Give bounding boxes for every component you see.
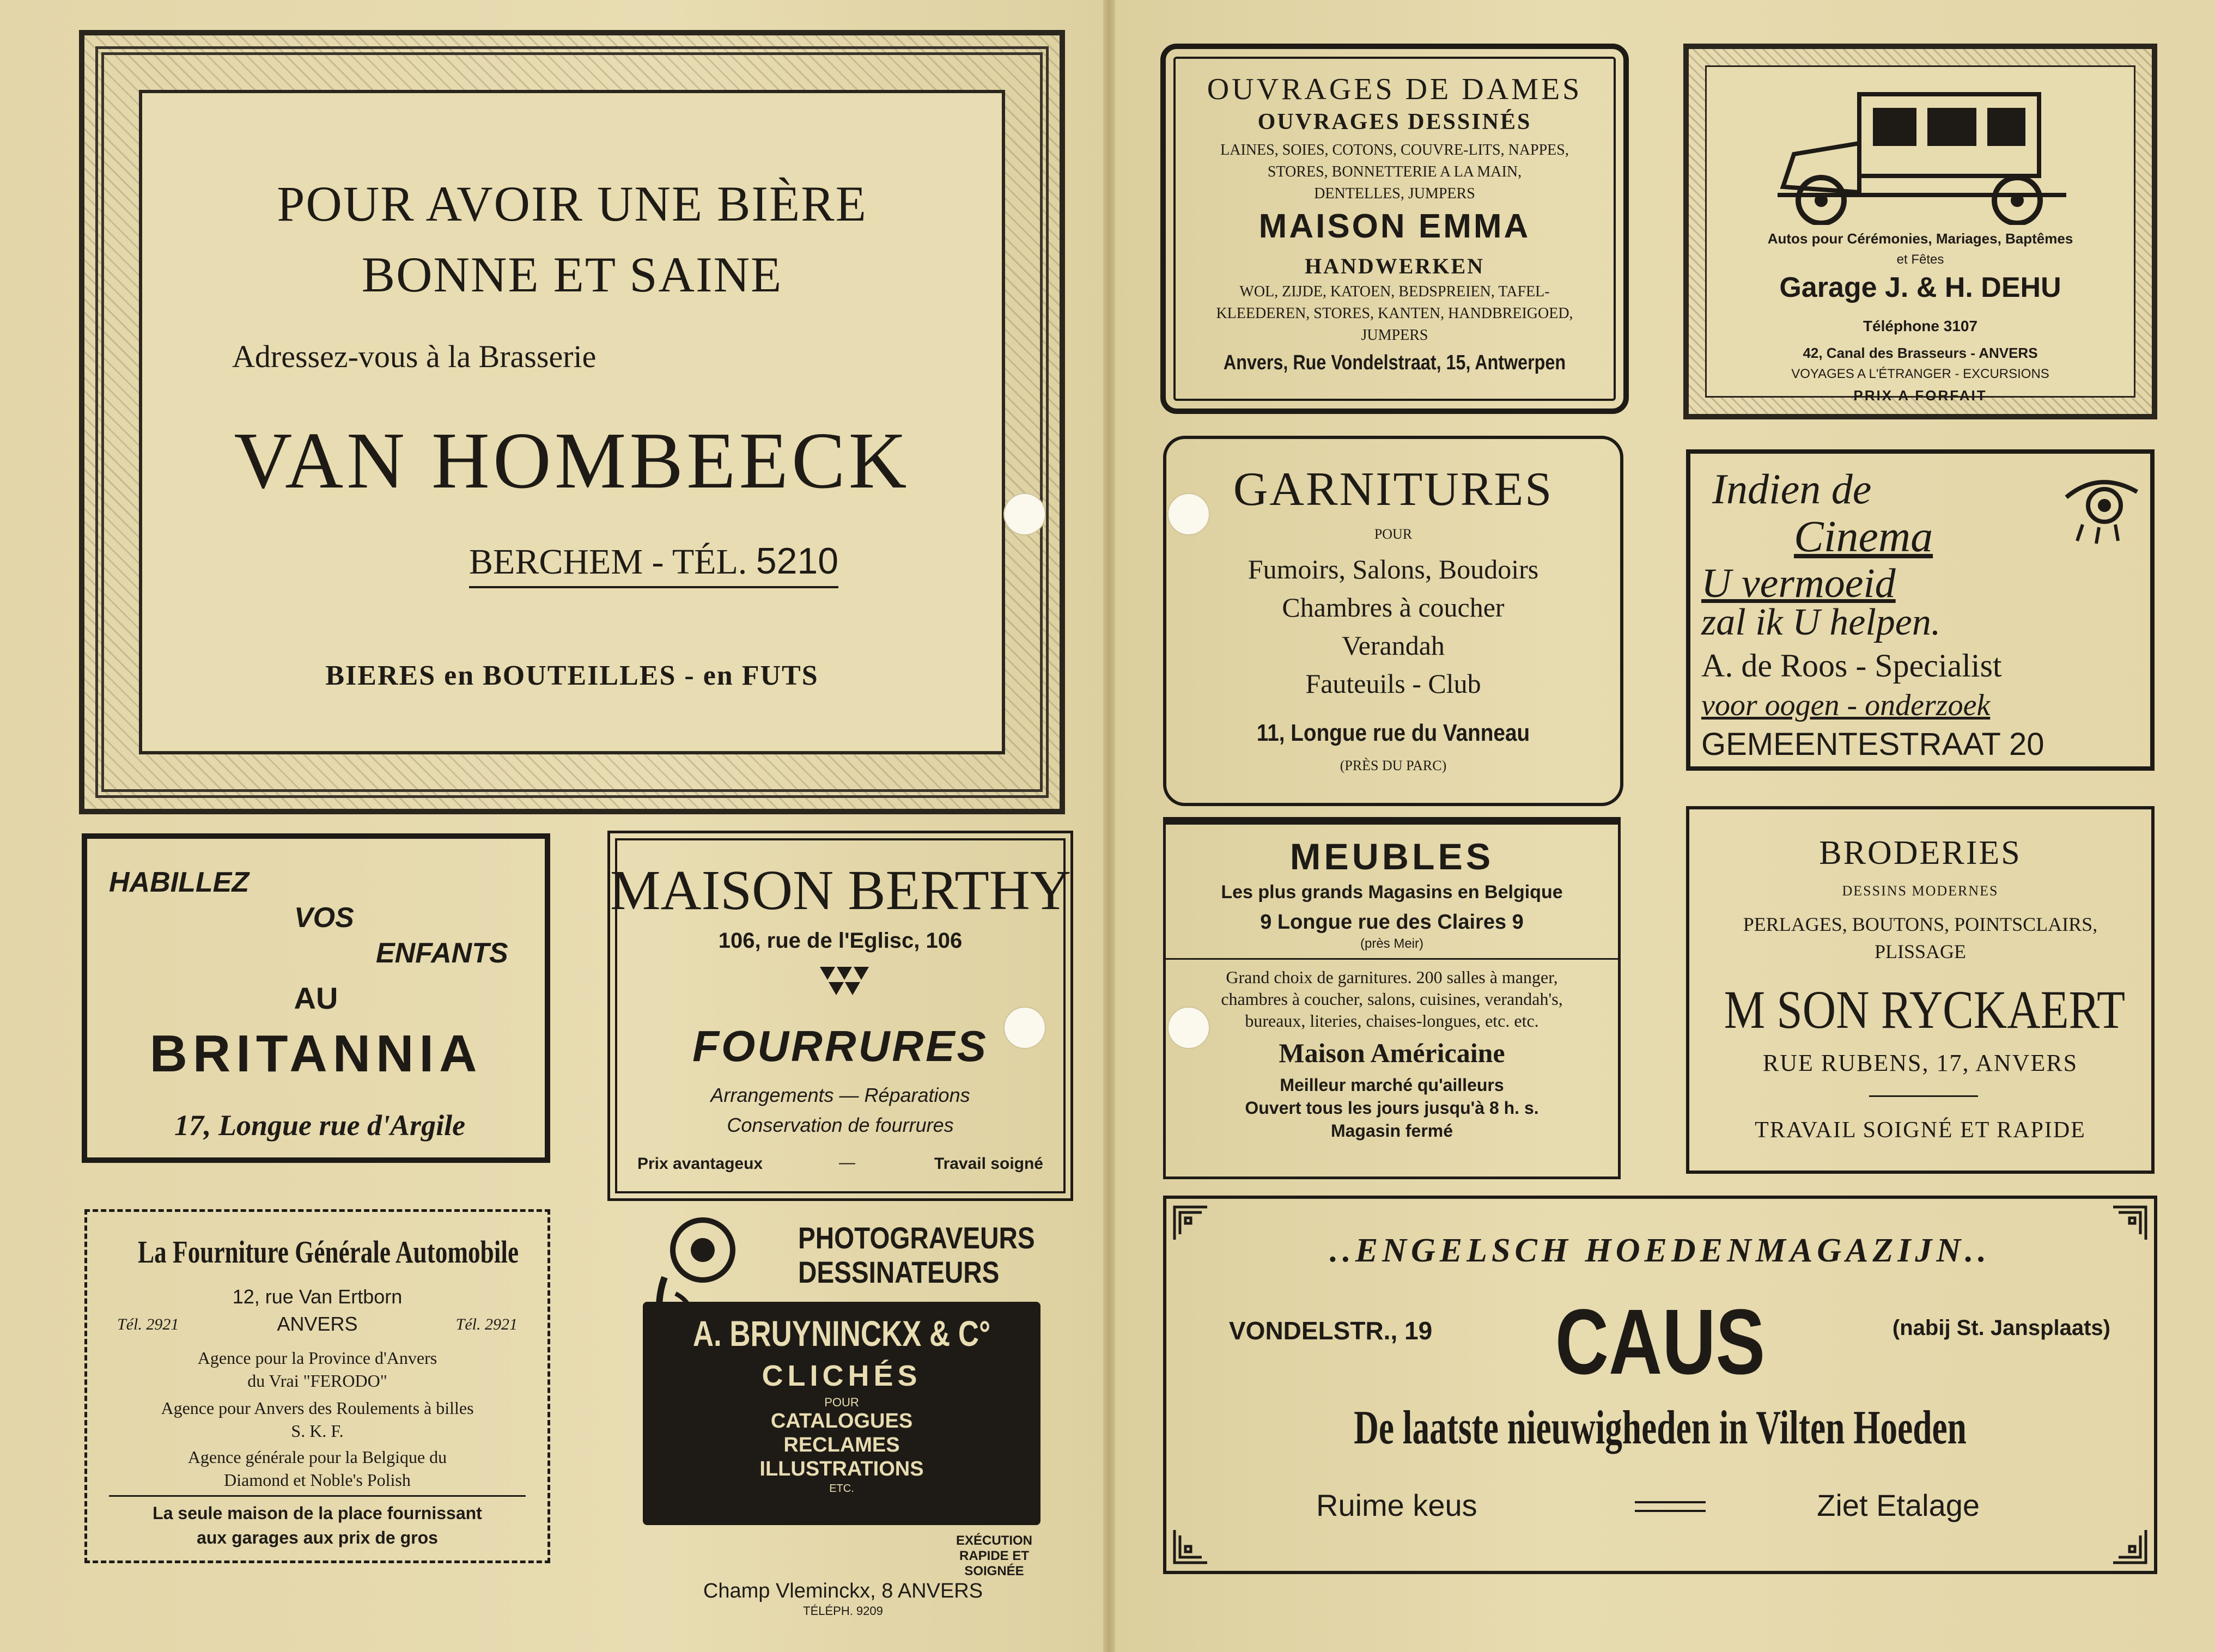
page-gutter bbox=[1103, 0, 1115, 1652]
brod-address: RUE RUBENS, 17, ANVERS bbox=[1762, 1050, 2078, 1076]
garage-l4: PRIX A FORFAIT bbox=[1853, 387, 1987, 404]
garage-phone: Téléphone 3107 bbox=[1863, 318, 1978, 334]
ad-broderies bbox=[1686, 806, 2155, 1174]
punch-hole bbox=[1167, 1007, 1210, 1049]
berthy-name: MAISON BERTHY bbox=[610, 859, 1072, 922]
ouvr-l4: WOL, ZIJDE, KATOEN, BEDSPREIEN, TAFEL- bbox=[1239, 283, 1550, 300]
cinema-l1: Indien de bbox=[1712, 465, 1872, 513]
brit-au: AU bbox=[294, 981, 338, 1015]
cinema-l2: Cinema bbox=[1794, 511, 1933, 561]
garn-l4: Fauteuils - Club bbox=[1305, 668, 1481, 699]
punch-hole bbox=[1003, 1007, 1046, 1049]
cinema-l3: U vermoeid bbox=[1701, 560, 1896, 606]
caus-br: Ziet Etalage bbox=[1817, 1488, 1980, 1522]
photo-name: A. BRUYNINCKX & C° bbox=[692, 1313, 991, 1354]
ad-photograveurs bbox=[643, 1206, 1043, 1620]
ouvr-l3: DENTELLES, JUMPERS bbox=[1314, 185, 1475, 202]
fourn-name: La Fourniture Générale Automobile bbox=[137, 1234, 519, 1270]
caus-left: VONDELSTR., 19 bbox=[1229, 1316, 1433, 1345]
photo-h2: DESSINATEURS bbox=[798, 1255, 1000, 1289]
fourn-l2: du Vrai "FERODO" bbox=[247, 1371, 387, 1391]
fourn-l1: Agence pour la Province d'Anvers bbox=[197, 1348, 437, 1368]
brit-w2: VOS bbox=[294, 902, 354, 934]
ouvr-l2: STORES, BONNETTERIE A LA MAIN, bbox=[1267, 163, 1522, 180]
fur-logo-icon bbox=[820, 967, 869, 999]
vh-line3: Adressez-vous à la Brasserie bbox=[232, 339, 597, 374]
meub-l2: 9 Longue rue des Claires 9 bbox=[1260, 911, 1524, 934]
garn-pour: POUR bbox=[1374, 526, 1413, 542]
brod-divider bbox=[1869, 1095, 1978, 1097]
fourn-l5: Agence générale pour la Belgique du bbox=[187, 1447, 447, 1467]
berthy-left: Prix avantageux bbox=[637, 1155, 763, 1173]
ouvr-h1: OUVRAGES DE DAMES bbox=[1207, 72, 1583, 106]
brit-w3: ENFANTS bbox=[376, 937, 508, 969]
caus-bl: Ruime keus bbox=[1316, 1488, 1477, 1522]
garn-note: (PRÈS DU PARC) bbox=[1340, 758, 1447, 773]
fourn-f1: La seule maison de la place fournissant bbox=[153, 1503, 482, 1523]
caus-slogan: De laatste nieuwigheden in Vilten Hoeden bbox=[1354, 1401, 1967, 1454]
ad-ouvrages-de-dames bbox=[1160, 44, 1629, 414]
garn-l2: Chambres à coucher bbox=[1282, 592, 1505, 623]
garage-l1: Autos pour Cérémonies, Mariages, Baptêmes bbox=[1767, 230, 2073, 247]
meub-l6: bureaux, literies, chaises-longues, etc. etc. bbox=[1245, 1011, 1539, 1031]
ouvr-name: MAISON EMMA bbox=[1258, 208, 1531, 245]
vh-location: BERCHEM - TÉL. bbox=[469, 542, 747, 582]
fourn-f2: aux garages aux prix de gros bbox=[197, 1528, 438, 1547]
ouvr-h2: OUVRAGES DESSINÉS bbox=[1257, 109, 1532, 135]
ad-caus bbox=[1163, 1196, 2157, 1574]
garage-address: 42, Canal des Brasseurs - ANVERS bbox=[1803, 345, 2038, 361]
garn-l3: Verandah bbox=[1342, 630, 1445, 661]
caus-name: CAUS bbox=[1555, 1290, 1766, 1394]
punch-hole bbox=[1003, 493, 1046, 535]
vh-phone: 5210 bbox=[756, 540, 839, 582]
brod-l2: PERLAGES, BOUTONS, POINTSCLAIRS, bbox=[1743, 913, 2098, 935]
photo-exec bbox=[956, 1533, 1032, 1579]
garn-title: GARNITURES bbox=[1233, 463, 1554, 516]
fourn-l3: Agence pour Anvers des Roulements à billes bbox=[161, 1398, 474, 1418]
brod-name: M SON RYCKAERT bbox=[1724, 979, 2126, 1040]
ad-fourniture bbox=[84, 1209, 550, 1563]
photo-dark-panel bbox=[643, 1302, 1040, 1525]
photo-e3: SOIGNÉE bbox=[964, 1564, 1024, 1578]
brod-l1: DESSINS MODERNES bbox=[1842, 883, 1999, 899]
fourn-l4: S. K. F. bbox=[291, 1421, 344, 1441]
photo-address: Champ Vleminckx, 8 ANVERS bbox=[703, 1580, 983, 1602]
brod-title: BRODERIES bbox=[1819, 834, 2022, 871]
eye-icon bbox=[2061, 465, 2143, 546]
ad-van-hombeeck bbox=[79, 30, 1065, 814]
ad-garage-dehu bbox=[1683, 44, 2157, 419]
meub-l4: Grand choix de garnitures. 200 salles à manger, bbox=[1226, 967, 1558, 987]
photo-h1: PHOTOGRAVEURS bbox=[798, 1221, 1035, 1255]
ad-cinema bbox=[1686, 449, 2155, 771]
ouvr-l5: KLEEDEREN, STORES, KANTEN, HANDBREIGOED, bbox=[1216, 305, 1573, 322]
cinema-l5: A. de Roos - Specialist bbox=[1701, 648, 2002, 684]
photo-e1: EXÉCUTION bbox=[956, 1533, 1032, 1548]
ad-van-hombeeck-inner bbox=[139, 90, 1005, 754]
vh-line1: POUR AVOIR UNE BIÈRE bbox=[277, 176, 867, 231]
punch-hole bbox=[1167, 493, 1210, 535]
meub-divider bbox=[1166, 958, 1618, 960]
berthy-dash: — bbox=[839, 1154, 855, 1172]
garage-name: Garage J. & H. DEHU bbox=[1779, 272, 2061, 303]
fourn-l6: Diamond et Noble's Polish bbox=[224, 1470, 411, 1490]
fourn-address: 12, rue Van Ertborn bbox=[232, 1285, 403, 1308]
ad-meubles bbox=[1163, 817, 1621, 1179]
corner-ornament-icon bbox=[1172, 1527, 1210, 1565]
photo-c4: RECLAMES bbox=[783, 1434, 900, 1456]
photo-c5: ILLUSTRATIONS bbox=[759, 1458, 924, 1480]
ouvr-l6: JUMPERS bbox=[1361, 327, 1428, 344]
ad-garnitures bbox=[1163, 436, 1623, 806]
garn-address: 11, Longue rue du Vanneau bbox=[1256, 720, 1530, 746]
meub-l7: Meilleur marché qu'ailleurs bbox=[1280, 1075, 1504, 1095]
photo-c3: CATALOGUES bbox=[770, 1410, 913, 1432]
meub-l1: Les plus grands Magasins en Belgique bbox=[1221, 882, 1563, 903]
ad-britannia bbox=[82, 833, 550, 1163]
brit-w1: HABILLEZ bbox=[109, 867, 250, 898]
garage-l2: et Fêtes bbox=[1896, 252, 1944, 267]
vh-footer: BIERES en BOUTEILLES - en FUTS bbox=[325, 660, 819, 691]
fourn-tel-right: Tél. 2921 bbox=[455, 1315, 518, 1333]
photo-tel: TÉLÉPH. 9209 bbox=[803, 1604, 883, 1618]
meub-l9: Magasin fermé bbox=[1330, 1121, 1453, 1141]
meub-l5: chambres à coucher, salons, cuisines, verandah's, bbox=[1221, 989, 1563, 1009]
garn-l1: Fumoirs, Salons, Boudoirs bbox=[1248, 554, 1539, 584]
brod-l3: PLISSAGE bbox=[1874, 941, 1967, 962]
photo-c1: CLICHÉS bbox=[762, 1360, 922, 1392]
vh-line2: BONNE ET SAINE bbox=[361, 247, 783, 302]
berthy-line1: Arrangements — Réparations bbox=[710, 1084, 970, 1106]
brit-address: 17, Longue rue d'Argile bbox=[174, 1109, 466, 1142]
meub-l8: Ouvert tous les jours jusqu'à 8 h. s. bbox=[1245, 1098, 1539, 1118]
fourn-tel-left: Tél. 2921 bbox=[117, 1315, 179, 1333]
corner-ornament-icon bbox=[2110, 1527, 2149, 1565]
ad-berthy bbox=[607, 831, 1073, 1201]
car-illustration-icon bbox=[1772, 78, 2077, 225]
cinema-l4: zal ik U helpen. bbox=[1701, 601, 1941, 643]
ouvr-l1: LAINES, SOIES, COTONS, COUVRE-LITS, NAPPES, bbox=[1220, 142, 1569, 159]
brit-name: BRITANNIA bbox=[149, 1025, 483, 1083]
ouvr-address: Anvers, Rue Vondelstraat, 15, Antwerpen bbox=[1223, 351, 1566, 374]
berthy-address: 106, rue de l'Eglisc, 106 bbox=[718, 929, 963, 953]
garage-inner bbox=[1705, 65, 2135, 404]
berthy-line2: Conservation de fourrures bbox=[727, 1114, 954, 1136]
caus-divider bbox=[1635, 1501, 1706, 1512]
meub-name: Maison Américaine bbox=[1279, 1038, 1505, 1068]
meub-title: MEUBLES bbox=[1289, 836, 1494, 877]
cinema-l6: voor oogen - onderzoek bbox=[1701, 688, 1991, 722]
brod-footer: TRAVAIL SOIGNÉ ET RAPIDE bbox=[1755, 1118, 2086, 1143]
caus-header: ..ENGELSCH HOEDENMAGAZIJN.. bbox=[1329, 1232, 1991, 1269]
photo-c6: ETC. bbox=[829, 1483, 854, 1495]
fourn-divider bbox=[109, 1495, 526, 1497]
garage-l3: VOYAGES A L'ÉTRANGER - EXCURSIONS bbox=[1791, 367, 2049, 381]
vh-location-line bbox=[469, 540, 838, 588]
caus-right: (nabij St. Jansplaats) bbox=[1892, 1316, 2110, 1340]
ouvr-h3: HANDWERKEN bbox=[1304, 254, 1485, 278]
fourn-city: ANVERS bbox=[277, 1313, 358, 1335]
photo-e2: RAPIDE ET bbox=[959, 1549, 1029, 1563]
berthy-right: Travail soigné bbox=[934, 1155, 1043, 1173]
photo-c2: POUR bbox=[824, 1395, 859, 1409]
vh-name: VAN HOMBEECK bbox=[234, 416, 910, 505]
meub-l3: (près Meir) bbox=[1360, 936, 1423, 951]
berthy-title: FOURRURES bbox=[692, 1022, 988, 1070]
cinema-l7: GEMEENTESTRAAT 20 bbox=[1701, 727, 2044, 762]
